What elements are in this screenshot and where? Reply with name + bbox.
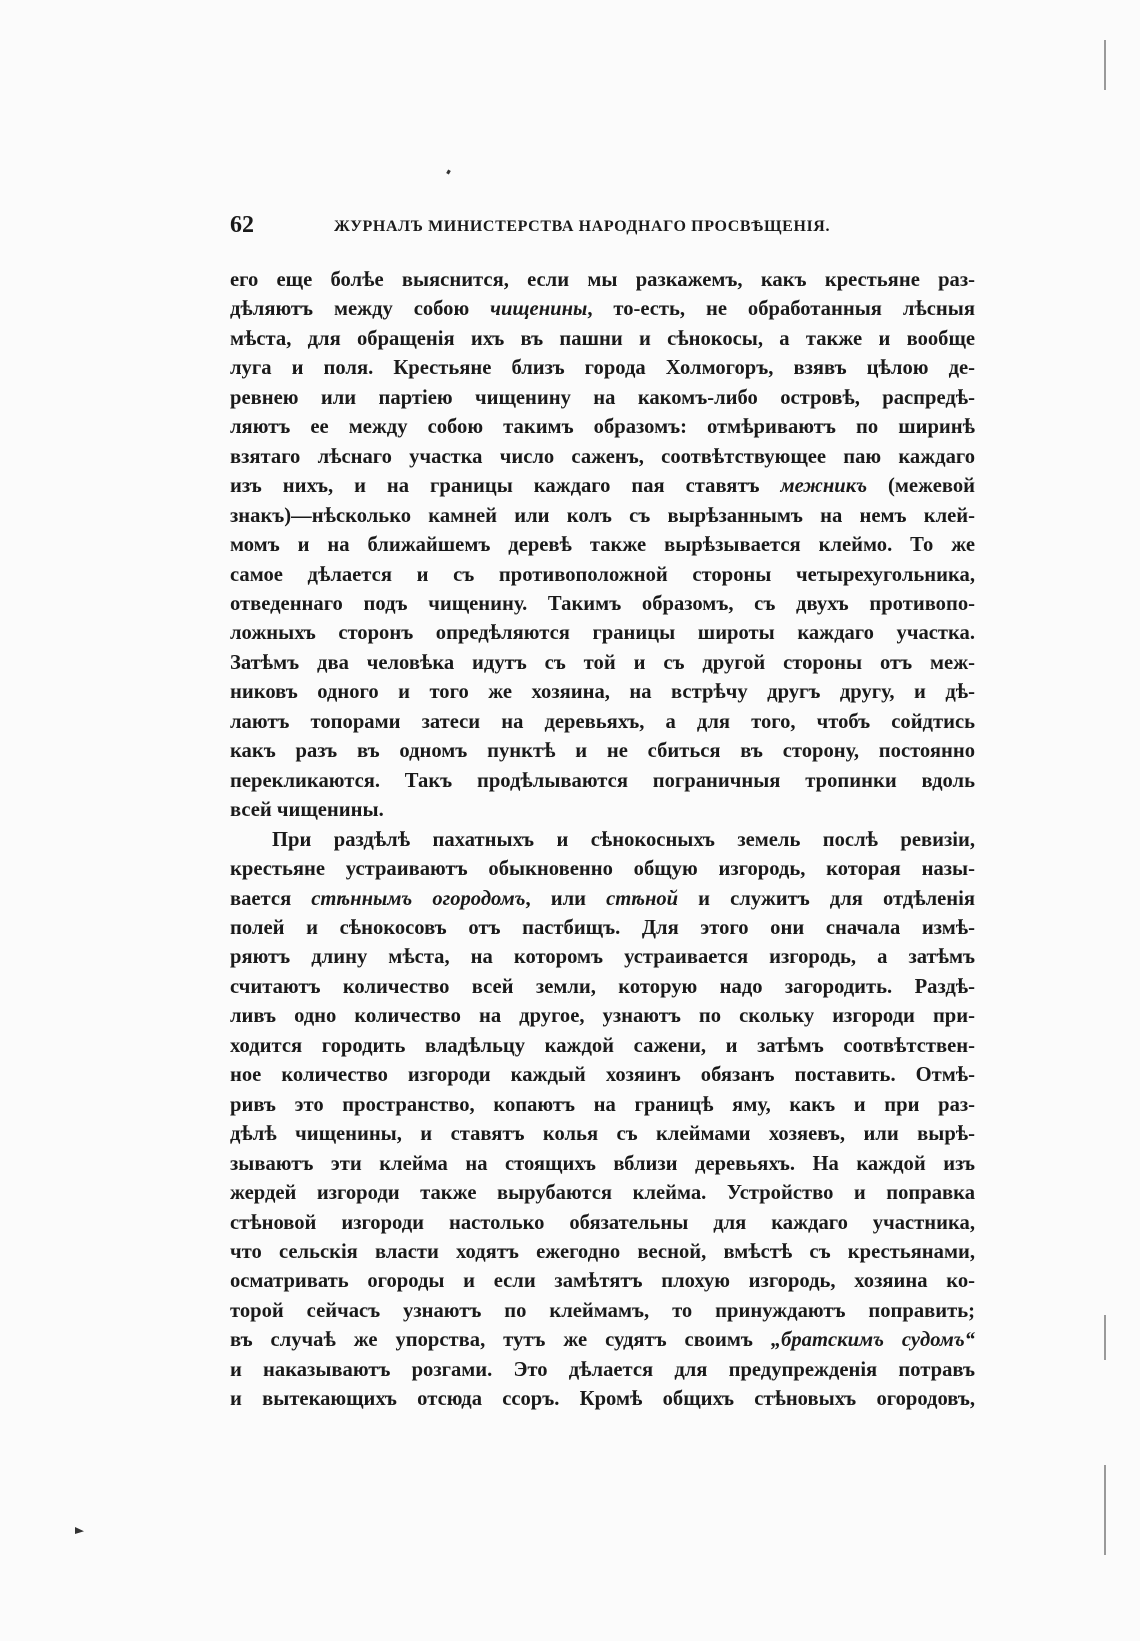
text-line: отведеннаго подъ чищенину. Такимъ образомъ, съ двухъ противопо- — [230, 592, 975, 615]
italic-term: стѣной — [606, 887, 679, 910]
text-line: При раздѣлѣ пахатныхъ и сѣнокосныхъ земель послѣ ревизіи, — [272, 828, 975, 851]
italic-term: межникъ — [780, 475, 868, 498]
text-line: перекликаются. Такъ продѣлываются пограничныя тропинки вдоль — [230, 769, 975, 792]
page-header — [230, 212, 975, 242]
text-line: ряютъ длину мѣста, на которомъ устраивается изгородь, а затѣмъ — [230, 946, 975, 969]
text-line: луга и поля. Крестьяне близъ города Холмогоръ, взявъ цѣлою де- — [230, 357, 975, 380]
text-line: ложныхъ сторонъ опредѣляются границы широты каждаго участка. — [230, 622, 975, 645]
page-body — [230, 266, 975, 1415]
text-line: осматривать огороды и если замѣтятъ плохую изгородь, хозяина ко- — [230, 1270, 975, 1293]
text-line: самое дѣлается и съ противоположной стороны четырехугольника, — [230, 563, 975, 586]
text-line: дѣлѣ чищенины, и ставятъ колья съ клеймами хозяевъ, или вырѣ- — [230, 1123, 975, 1146]
text-line: ходится городить владѣльцу каждой сажени, и затѣмъ соотвѣтствен- — [230, 1034, 975, 1057]
text-line: его еще болѣе выяснится, если мы разкажемъ, какъ крестьяне раз- — [230, 269, 975, 291]
text-line: стѣновой изгороди настолько обязательны для каждаго участника, — [230, 1211, 975, 1234]
text-line: считаютъ количество всей земли, которую надо загородить. Раздѣ- — [230, 975, 975, 998]
text-line: какъ разъ въ одномъ пунктѣ и не сбиться въ сторону, постоянно — [230, 740, 975, 763]
text-line: крестьяне устраиваютъ обыкновенно общую изгородь, которая назы- — [230, 858, 975, 881]
text-line: въ случаѣ же упорства, тутъ же судятъ своимъ „братскимъ судомъ“ — [230, 1329, 975, 1352]
scan-edge-line-middle — [1104, 1315, 1106, 1360]
text-line: Затѣмъ два человѣка идутъ съ той и съ другой стороны отъ меж- — [230, 651, 975, 674]
italic-term: чищенины — [490, 298, 588, 321]
italic-term: стѣннымъ огородомъ — [311, 887, 526, 910]
text-line: и наказываютъ розгами. Это дѣлается для предупрежденія потравъ — [230, 1358, 975, 1381]
text-line: дѣляютъ между собою чищенины, то-есть, не обработанныя лѣсныя — [230, 298, 975, 321]
text-line: мѣста, для обращенія ихъ въ пашни и сѣнокосы, а также и вообще — [230, 327, 975, 350]
scan-corner-mark — [75, 1527, 84, 1534]
text-line: никовъ одного и того же хозяина, на встрѣчу другъ другу, и дѣ- — [230, 681, 975, 704]
text-line: ливъ одно количество на другое, узнаютъ по скольку изгороди при- — [230, 1005, 975, 1028]
text-line: жердей изгороди также вырубаются клейма. Устройство и поправка — [230, 1182, 975, 1205]
text-line: и вытекающихъ отсюда ссоръ. Кромѣ общихъ стѣновыхъ огородовъ, — [230, 1388, 975, 1411]
text-line: ное количество изгороди каждый хозяинъ обязанъ поставить. Отмѣ- — [230, 1064, 975, 1087]
text-line: что сельскія власти ходятъ ежегодно весной, вмѣстѣ съ крестьянами, — [230, 1240, 975, 1263]
paragraph-1 — [230, 266, 975, 826]
text-line: торой сейчасъ узнаютъ по клеймамъ, то принуждаютъ поправить; — [230, 1299, 975, 1322]
text-line: ревнею или партіею чищенину на какомъ-либо островѣ, распредѣ- — [230, 386, 975, 409]
page-number: 62 — [230, 212, 254, 238]
italic-term: „братскимъ судомъ“ — [770, 1329, 975, 1352]
text-line: вается стѣннымъ огородомъ, или стѣной и служитъ для отдѣленія — [230, 887, 976, 910]
scan-speck — [446, 170, 451, 175]
text-line: ривъ это пространство, копаютъ на границѣ яму, какъ и при раз- — [230, 1093, 975, 1116]
text-line: всей чищенины. — [230, 799, 384, 822]
text-line: ляютъ ее между собою такимъ образомъ: отмѣриваютъ по ширинѣ — [230, 416, 975, 439]
text-line: зываютъ эти клейма на стоящихъ вблизи деревьяхъ. На каждой изъ — [230, 1152, 975, 1175]
scan-edge-line-bottom — [1104, 1465, 1106, 1555]
text-line: лаютъ топорами затеси на деревьяхъ, а для того, чтобъ сойдтись — [230, 710, 975, 733]
text-line: момъ и на ближайшемъ деревѣ также вырѣзывается клеймо. То же — [230, 534, 975, 557]
text-line: знакъ)—нѣсколько камней или колъ съ вырѣзаннымъ на немъ клей- — [230, 504, 975, 527]
text-line: полей и сѣнокосовъ отъ пастбищъ. Для этого они сначала измѣ- — [230, 916, 975, 939]
scan-edge-line-top — [1104, 40, 1106, 90]
text-line: изъ нихъ, и на границы каждаго пая ставятъ межникъ (межевой — [230, 475, 975, 498]
text-line: взятаго лѣснаго участка число саженъ, соотвѣтствующее паю каждаго — [230, 445, 975, 468]
paragraph-2 — [230, 826, 975, 1415]
running-head: ЖУРНАЛЪ МИНИСТЕРСТВА НАРОДНАГО ПРОСВѢЩЕНІЯ. — [334, 218, 831, 235]
